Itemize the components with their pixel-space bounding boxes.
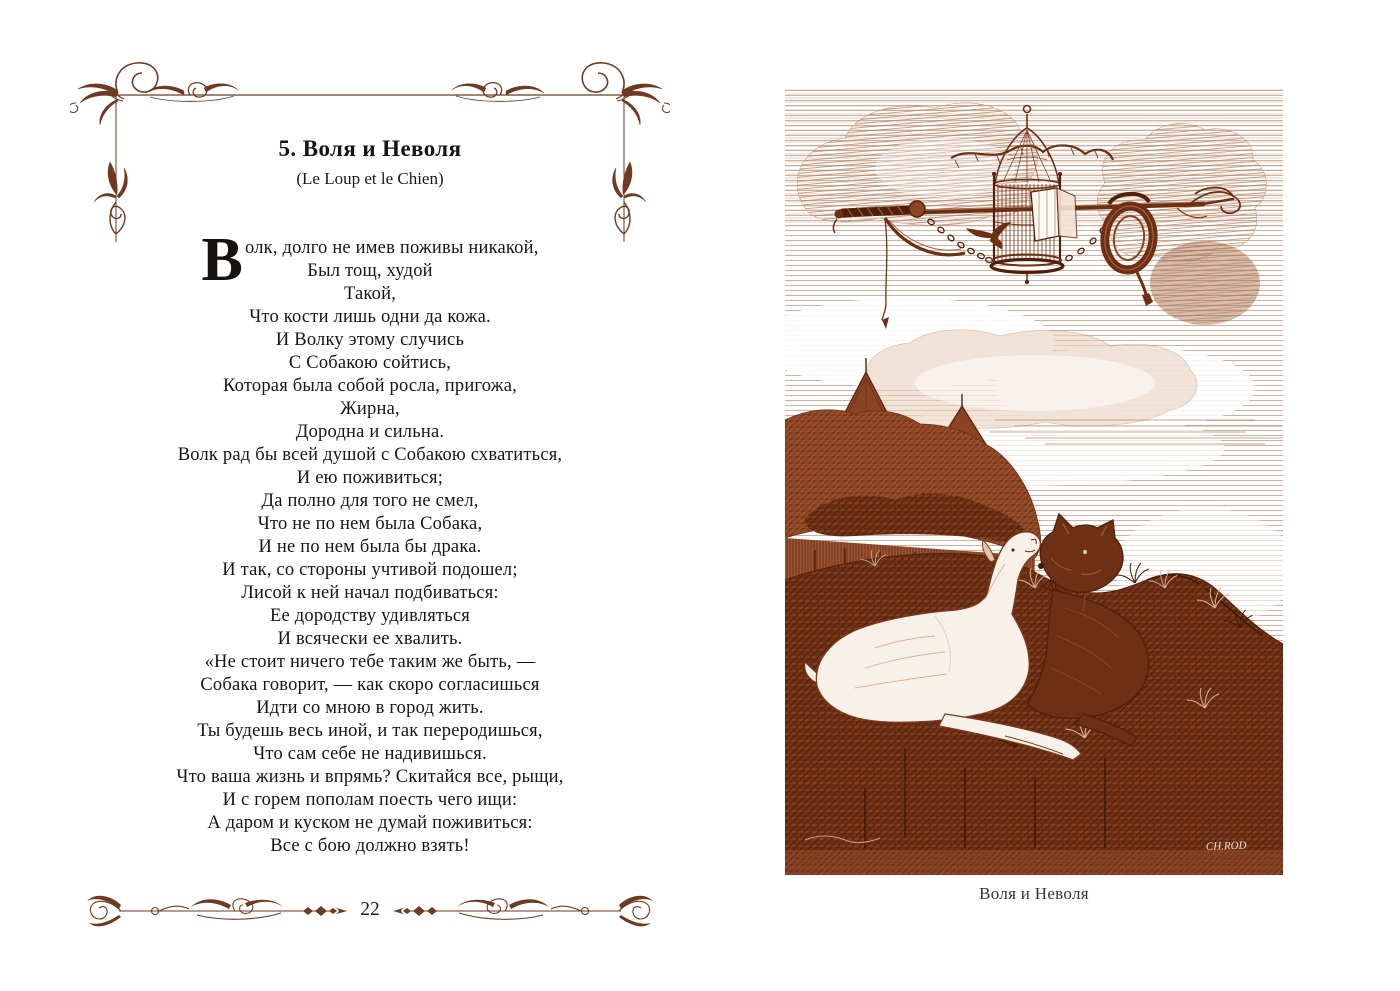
poem-line: И не по нем была бы драка. — [258, 537, 482, 557]
page-number: 22 — [360, 899, 380, 921]
fable-illustration — [785, 88, 1283, 875]
poem-line: Такой, — [343, 284, 397, 304]
poem-line: А даром и куском не думай поживиться: — [207, 813, 533, 833]
poem-lines — [70, 260, 670, 858]
poem-line: И ею поживиться; — [296, 468, 444, 488]
poem-line: «Не стоит ничего тебе таким же быть, — — [204, 652, 536, 672]
left-page — [70, 60, 670, 940]
poem-line: И так, со стороны учтивой подошел; — [222, 560, 518, 580]
poem-line: Ее дородству удивляться — [270, 606, 470, 626]
poem-line: Идти со мною в город жить. — [256, 698, 484, 718]
poem-line: Что не по нем была Собака, — [257, 514, 483, 534]
poem-line: Да полно для того не смел, — [261, 491, 479, 511]
poem-line: С Собакою сойтись, — [288, 353, 452, 373]
poem-line: Лисой к ней начал подбиваться: — [241, 583, 499, 603]
page-footer — [70, 888, 670, 934]
poem-line: Что сам себе не надивишься. — [253, 744, 487, 764]
poem-line: И всячески ее хвалить. — [277, 629, 463, 649]
fable-subtitle: (Le Loup et le Chien) — [296, 169, 444, 188]
poem-line: И Волку этому случись — [275, 330, 465, 350]
artist-signature: CH.ROD — [1205, 839, 1247, 853]
illustration-caption: Воля и Неволя — [979, 884, 1089, 903]
poem-line: И с горем пополам поесть чего ищи: — [222, 790, 518, 810]
poem-line: Собака говорит, — как скоро согласишься — [200, 675, 540, 695]
poem-line: Дородна и сильна. — [295, 422, 445, 442]
poem-line: Волк рад бы всей душой с Собакою схватиться, — [177, 445, 563, 465]
poem-line: Все с бою должно взять! — [270, 836, 470, 856]
footer-flourish-right-icon — [393, 893, 655, 929]
poem-line: Был тощ, худой — [307, 261, 433, 281]
poem-line: Ты будешь весь иной, и так переродишься, — [197, 721, 543, 741]
poem-line: Что кости лишь одни да кожа. — [249, 307, 491, 327]
poem-line: Которая была собой росла, пригожа, — [223, 376, 517, 396]
poem-line: Что ваша жизнь и впрямь? Скитайся все, рыщи, — [176, 767, 564, 787]
poem-line: Жирна, — [340, 399, 400, 419]
fable-title: 5. Воля и Неволя — [278, 136, 462, 161]
drop-cap: В — [201, 226, 243, 294]
footer-flourish-left-icon — [85, 893, 347, 929]
poem-line-text: олк, долго не имев поживы никакой, — [245, 238, 539, 258]
poem — [70, 226, 670, 858]
